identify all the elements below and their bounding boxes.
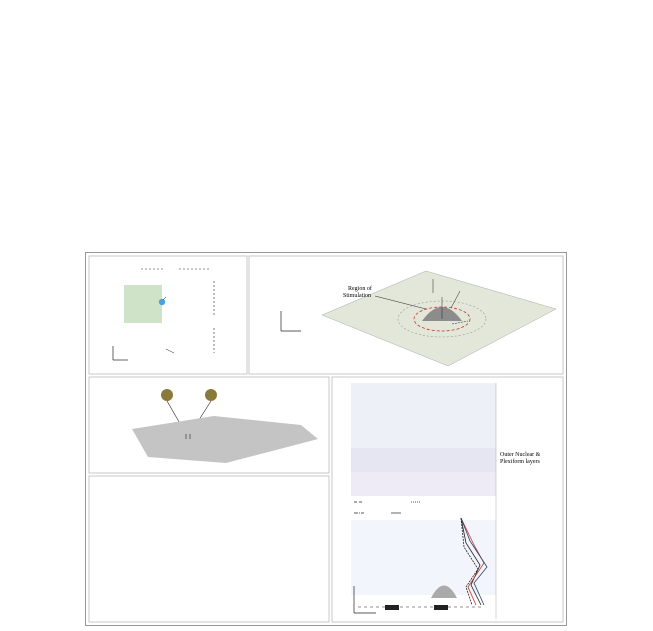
proposed-electrode [205,389,217,401]
panel-b-region-label [343,285,373,299]
panel-d [132,389,318,463]
figure-7 [85,252,567,626]
layer-outer-nuclear [500,452,542,465]
panel-a [113,269,214,360]
activation-area-compare [132,416,318,463]
keseru-electrode [161,389,173,401]
panel-b [281,271,556,366]
outer-line2: Plexiform layers [500,459,540,465]
outer-line1: Outer Nuclear & [500,452,541,458]
panel-c [351,383,542,619]
region-line1: Region of [348,286,372,292]
region-line2: Stimulation [343,293,372,299]
active-electrode [159,299,165,305]
